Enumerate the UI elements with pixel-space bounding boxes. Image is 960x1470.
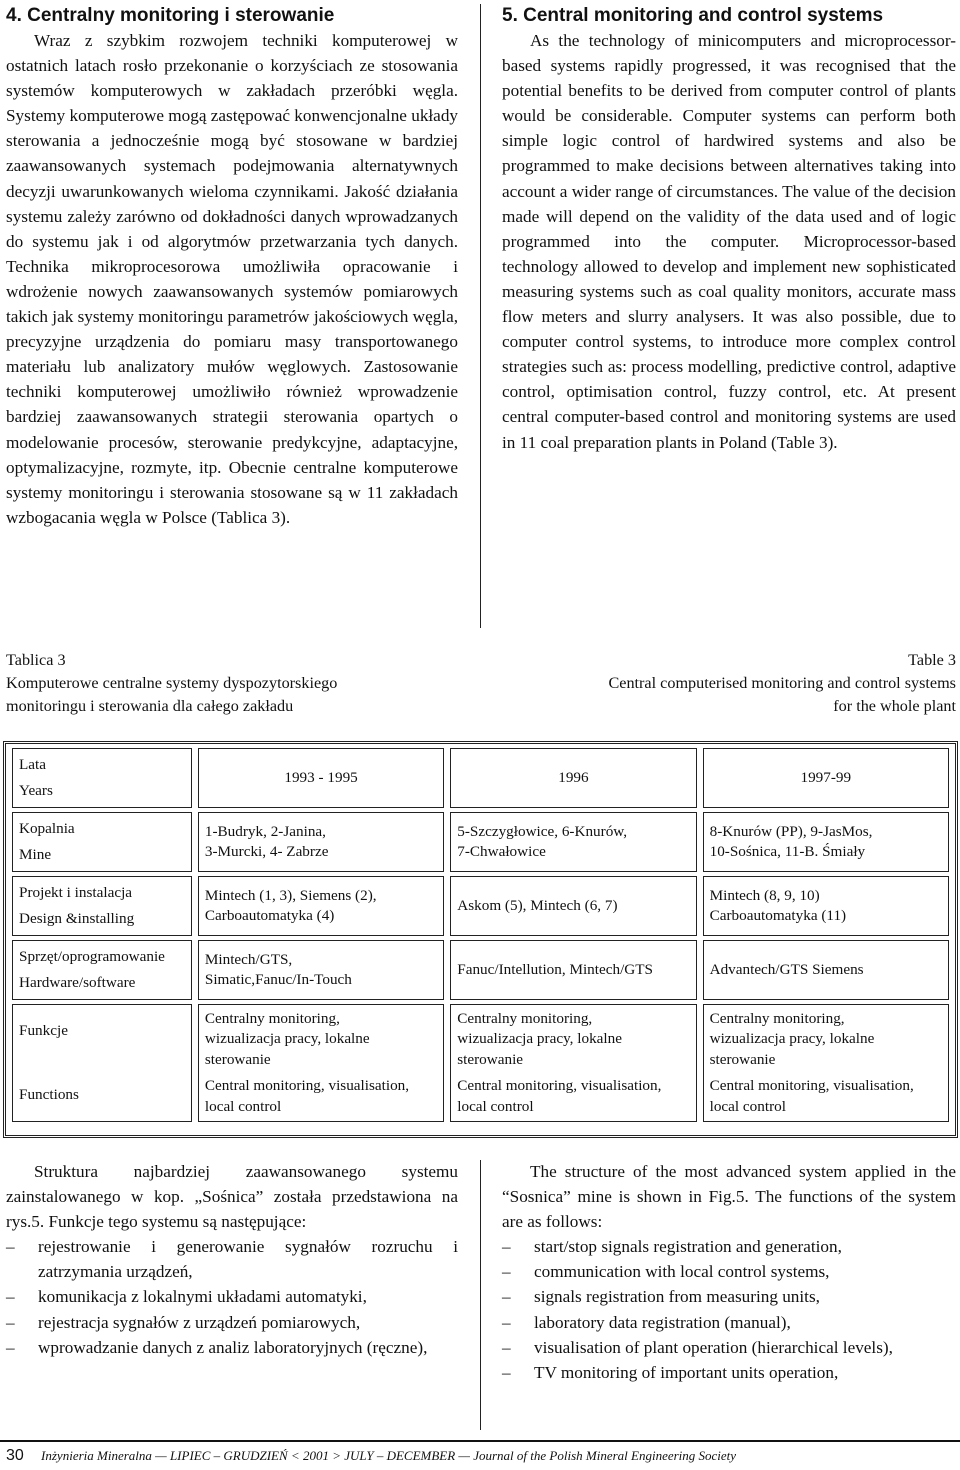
list-item: – komunikacja z lokalnymi układami automatyki, (6, 1287, 367, 1307)
column-divider (480, 4, 481, 628)
row-label: Kopalnia Mine (12, 812, 192, 872)
table-cell: 5-Szczygłowice, 6-Knurów, 7-Chwałowice (450, 812, 696, 872)
table-caption-en (516, 649, 956, 718)
table-cell: Askom (5), Mintech (6, 7) (450, 876, 696, 936)
bottom-left-column (6, 1159, 458, 1360)
table-row-functions (12, 1004, 949, 1122)
table-row-mine (12, 812, 949, 872)
page-footer (6, 1446, 956, 1466)
year-cell: 1996 (450, 748, 696, 808)
table-cell: Centralny monitoring, wizualizacja pracy, lokalne sterowanie Central monitoring, visualisation, local control (198, 1004, 444, 1122)
list-item: – wprowadzanie danych z analiz laboratoryjnych (ręczne), (6, 1337, 428, 1357)
functions-intro-pl: Struktura najbardziej zaawansowanego systemu zainstalowanego w kop. „Sośnica” została przedstawiona na rys.5. Funkcje tego systemu są następujące: (6, 1162, 458, 1232)
table-cell: Mintech (8, 9, 10) Carboautomatyka (11) (703, 876, 949, 936)
list-item: – visualisation of plant operation (hierarchical levels), (502, 1337, 893, 1357)
list-item: – communication with local control systems, (502, 1262, 830, 1282)
list-item: – signals registration from measuring units, (502, 1287, 820, 1307)
bottom-right-column (502, 1159, 956, 1385)
caption-line2-pl: monitoringu i sterowania dla całego zakładu (6, 697, 294, 715)
table-cell: Mintech/GTS, Simatic,Fanuc/In-Touch (198, 940, 444, 1000)
functions-intro-en: The structure of the most advanced system applied in the “Sosnica” mine is shown in Fig.5. The functions of the system are as follows: (502, 1162, 956, 1232)
year-cell: 1997-99 (703, 748, 949, 808)
row-label: Sprzęt/oprogramowanie Hardware/software (12, 940, 192, 1000)
functions-list-pl (6, 1234, 458, 1359)
journal-line: Inżynieria Mineralna — LIPIEC – GRUDZIEŃ < 2001 > JULY – DECEMBER — Journal of the Polish Mineral Engineering Society (41, 1448, 737, 1463)
table-row-years (12, 748, 949, 808)
caption-line1-en: Central computerised monitoring and control systems (608, 674, 956, 692)
right-column (502, 3, 956, 455)
table-cell: Advantech/GTS Siemens (703, 940, 949, 1000)
table-cell: Mintech (1, 3), Siemens (2), Carboautomatyka (4) (198, 876, 444, 936)
table-cell: Centralny monitoring, wizualizacja pracy, lokalne sterowanie Central monitoring, visualisation, local control (703, 1004, 949, 1122)
caption-number-pl: Tablica 3 (6, 651, 66, 669)
list-item: – rejestracja sygnałów z urządzeń pomiarowych, (6, 1312, 361, 1332)
functions-list-en (502, 1234, 956, 1385)
row-label: Lata Years (12, 748, 192, 808)
table-cell: Centralny monitoring, wizualizacja pracy, lokalne sterowanie Central monitoring, visualisation, local control (450, 1004, 696, 1122)
year-cell: 1993 - 1995 (198, 748, 444, 808)
section-body-en: As the technology of minicomputers and microprocessor-based systems rapidly progressed, it was recognised that the potential benefits to be derived from computer control of plants would be considerable. Computer systems can perform both simple logic control of hardwired systems and also be programmed to make decisions between alternatives taking into account a wider range of circumstances. The value of the decision made will depend on the validity of the data used and of logic programmed into the computer. Microprocessor-based technology allowed to develop and implement new sophisticated measuring systems such as coal quality monitors, accurate mass flow meters and slurry analysers. It was also possible, due to computer control systems, to introduce more complex control strategies such as: process modelling, predictive control, adaptive control, optimisation control, fuzzy control, etc. At present central computer-based control and monitoring systems are used in 11 coal preparation plants in Poland (Table 3). (502, 31, 956, 452)
caption-number-en: Table 3 (908, 651, 956, 669)
column-divider-bottom (480, 1160, 481, 1430)
footer-rule (0, 1440, 960, 1442)
page-number: 30 (6, 1447, 24, 1464)
list-item: – laboratory data registration (manual), (502, 1312, 791, 1332)
table-row-hardware (12, 940, 949, 1000)
section-title-pl: 4. Centralny monitoring i sterowanie (6, 5, 335, 26)
section-body-pl: Wraz z szybkim rozwojem techniki komputerowej w ostatnich latach rosło przekonanie o korzyściach ze stosowania systemów komputerowych w zakładach przeróbki węgla. Systemy komputerowe mogą zastępować konwencjonalne układy sterowania a jednocześnie mogą być stosowane w bardziej zaawansowanych systemach podejmowania alternatywnych decyzji uwarunkowanych wieloma czynnikami. Jakość działania systemu zależy zarówno od dokładności danych wprowadzanych do systemu jak i od algorytmów przetwarzania tych danych. Technika mikroprocesorowa umożliwiła opracowanie i wdrożenie nowych zaawansowanych systemów pomiarowych takich jak systemy monitoringu parametrów jakościowych węgla, precyzyjne urządzenia do pomiaru masy transportowanego materiału lub analizatory mułów węglowych. Zastosowanie techniki komputerowej umożliwiło również wprowadzenie bardziej zaawansowanych strategii sterowania opartych o modelowanie procesów, sterowanie predykcyjne, adaptacyjne, optymalizacyjne, rozmyte, itp. Obecnie centralne komputerowe systemy monitoringu i sterowania stosowane są w 11 zakładach wzbogacania węgla w Polsce (Tablica 3). (6, 31, 459, 527)
row-label: Projekt i instalacja Design &installing (12, 876, 192, 936)
table-3 (6, 744, 955, 1126)
list-item: – start/stop signals registration and generation, (502, 1237, 842, 1257)
table-row-design (12, 876, 949, 936)
table-cell: Fanuc/Intellution, Mintech/GTS (450, 940, 696, 1000)
list-item: – TV monitoring of important units operation, (502, 1362, 839, 1382)
caption-line2-en: for the whole plant (833, 697, 956, 715)
table-caption-pl (6, 649, 446, 718)
row-label: Funkcje Functions (12, 1004, 192, 1122)
table-cell: 1-Budryk, 2-Janina, 3-Murcki, 4- Zabrze (198, 812, 444, 872)
list-item: – rejestrowanie i generowanie sygnałów rozruchu i zatrzymania urządzeń, (6, 1237, 458, 1282)
section-title-en: 5. Central monitoring and control systems (502, 5, 884, 26)
table-cell: 8-Knurów (PP), 9-JasMos, 10-Sośnica, 11-B. Śmiały (703, 812, 949, 872)
left-column (6, 3, 458, 530)
caption-line1-pl: Komputerowe centralne systemy dyspozytorskiego (6, 674, 338, 692)
